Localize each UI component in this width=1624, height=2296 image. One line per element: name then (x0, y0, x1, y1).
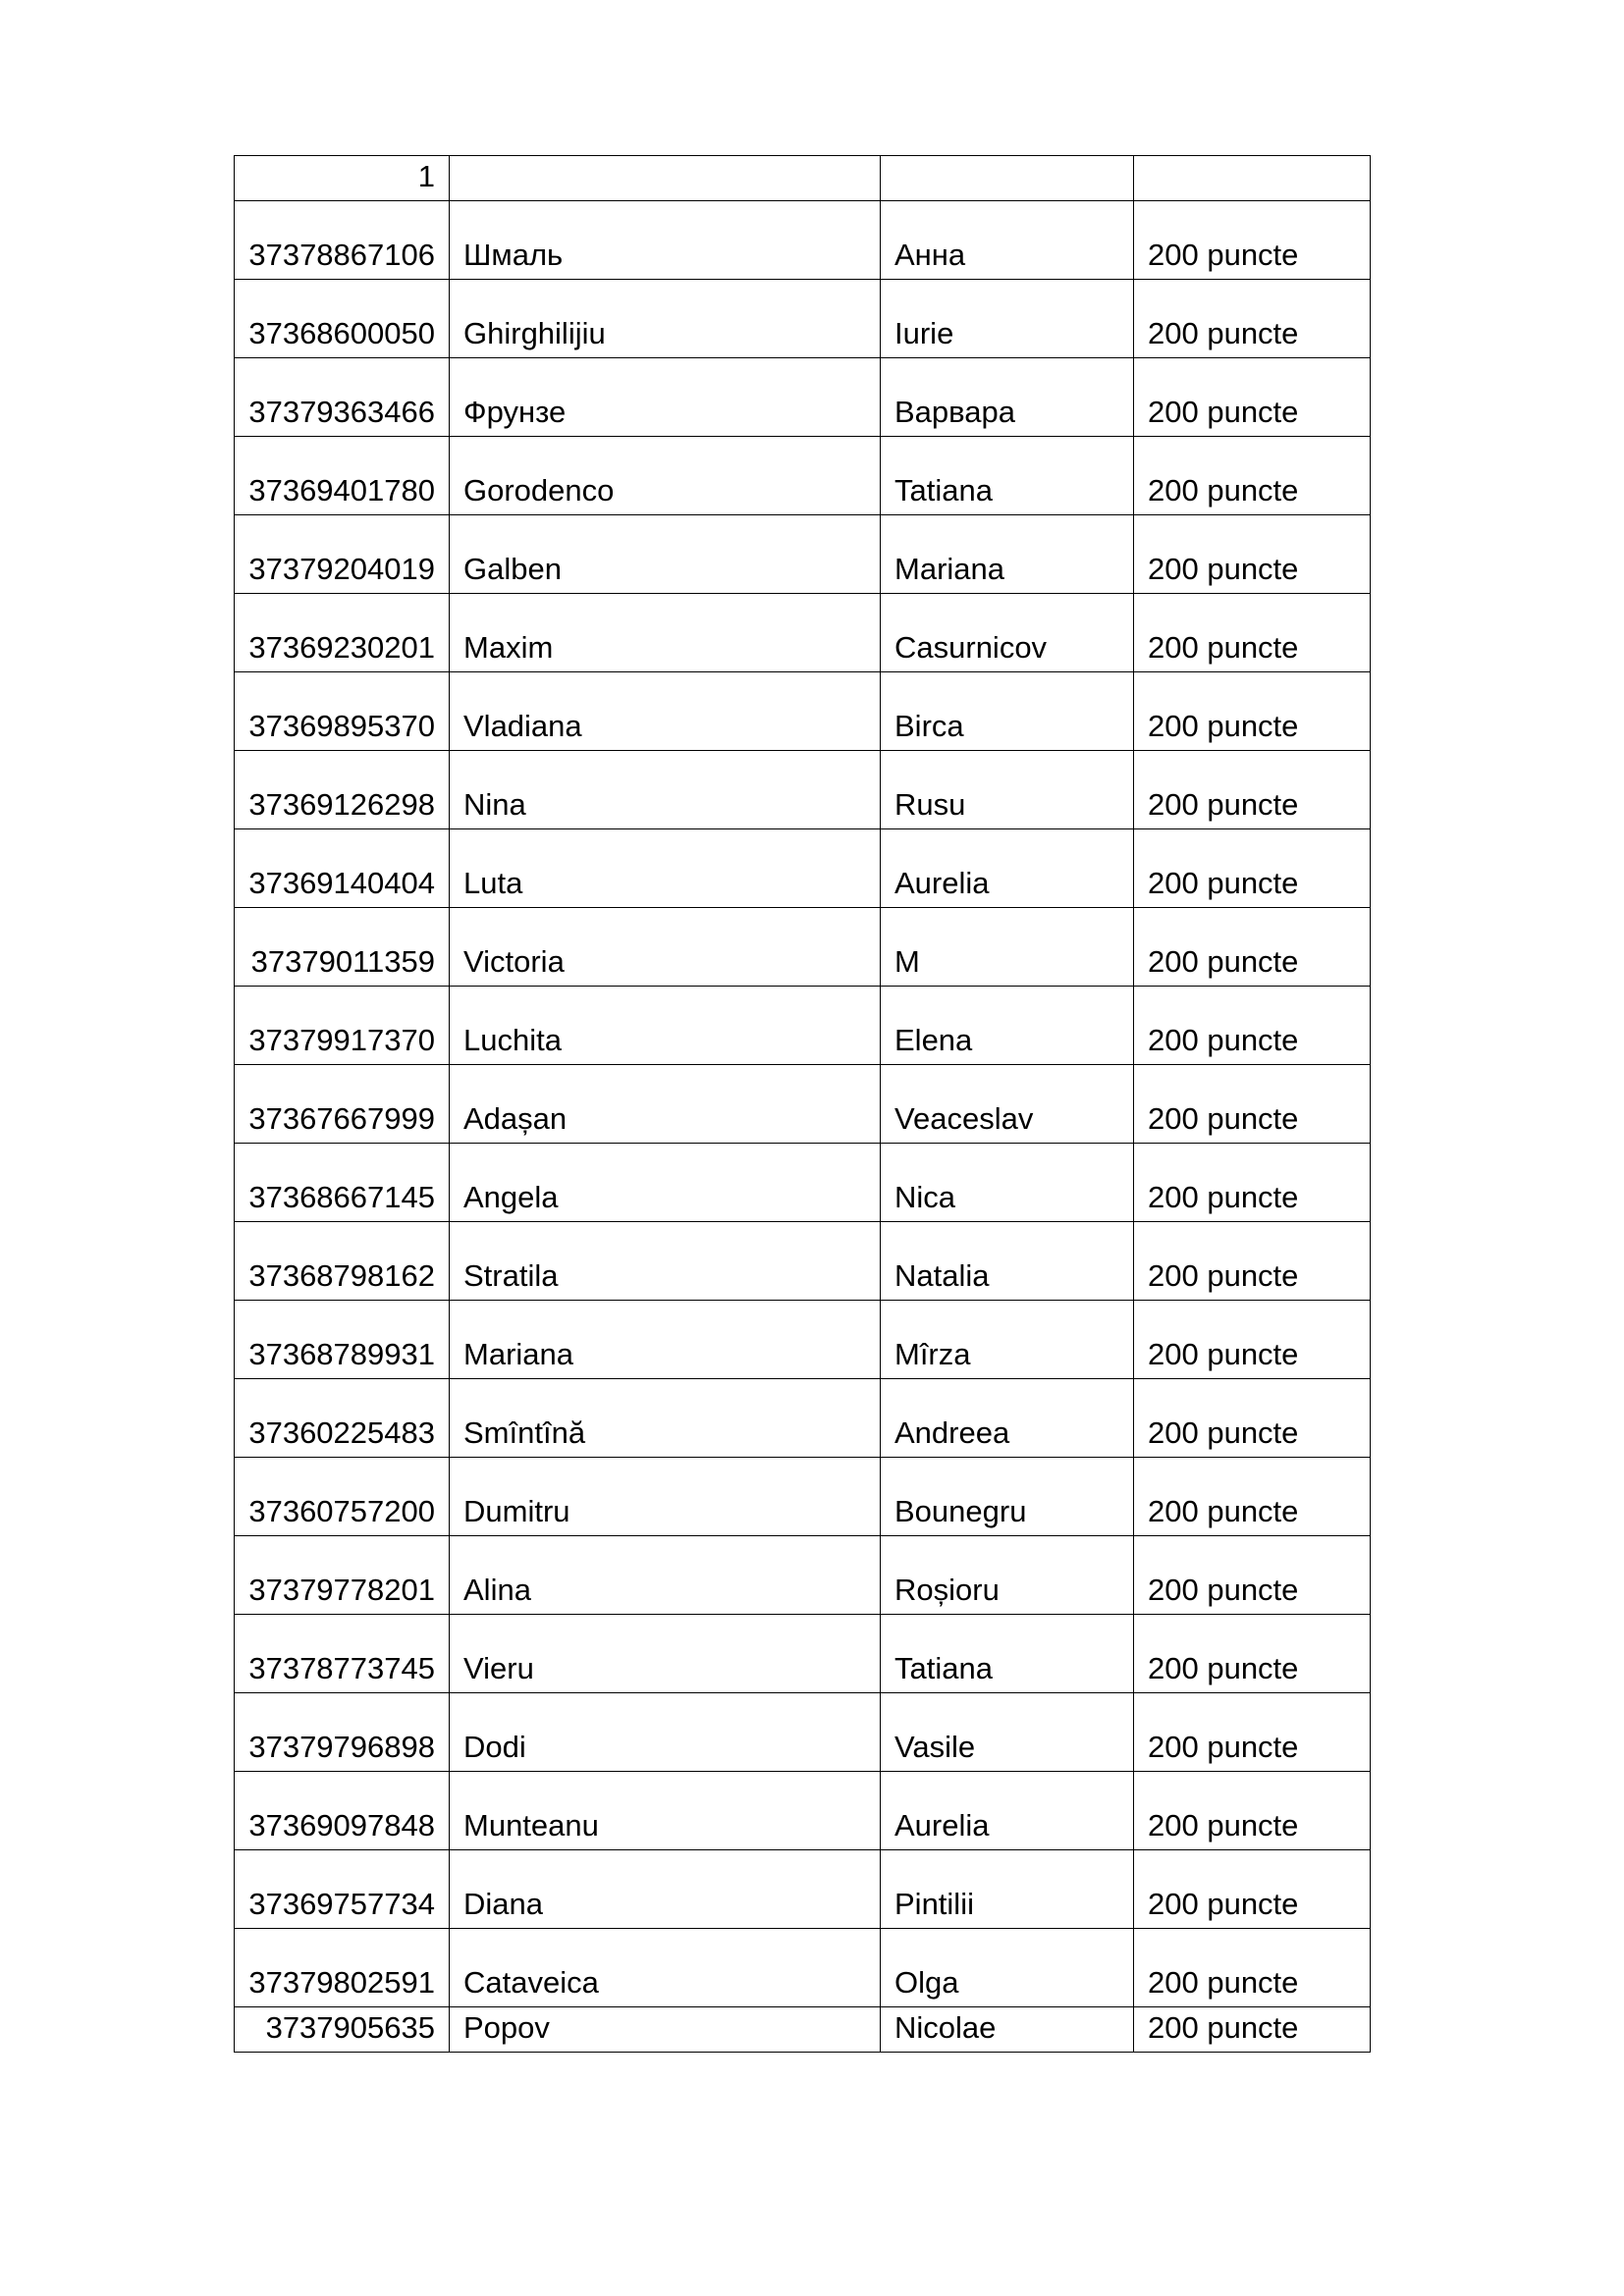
name-cell: Cataveica (450, 1929, 881, 2007)
phone-cell: 37369126298 (235, 751, 450, 829)
points-cell: 200 puncte (1134, 1850, 1371, 1929)
points-cell: 200 puncte (1134, 2007, 1371, 2053)
phone-cell: 37360757200 (235, 1458, 450, 1536)
surname-cell: Варвара (881, 358, 1134, 437)
surname-cell: Nicolae (881, 2007, 1134, 2053)
phone-cell: 37378867106 (235, 201, 450, 280)
points-cell: 200 puncte (1134, 672, 1371, 751)
table-row (235, 594, 1371, 672)
name-cell: Victoria (450, 908, 881, 987)
name-cell: Adașan (450, 1065, 881, 1144)
surname-cell: Birca (881, 672, 1134, 751)
points-cell: 200 puncte (1134, 1615, 1371, 1693)
table-row (235, 156, 1371, 201)
phone-cell: 3737905635 (235, 2007, 450, 2053)
surname-cell: Tatiana (881, 437, 1134, 515)
table-row (235, 908, 1371, 987)
points-cell: 200 puncte (1134, 594, 1371, 672)
phone-cell: 37379802591 (235, 1929, 450, 2007)
surname-cell: Анна (881, 201, 1134, 280)
participants-table (234, 155, 1371, 2053)
surname-cell: Roșioru (881, 1536, 1134, 1615)
name-cell: Dodi (450, 1693, 881, 1772)
name-cell: Mariana (450, 1301, 881, 1379)
points-cell: 200 puncte (1134, 1301, 1371, 1379)
points-cell: 200 puncte (1134, 358, 1371, 437)
surname-cell: M (881, 908, 1134, 987)
points-cell: 200 puncte (1134, 1144, 1371, 1222)
points-cell: 200 puncte (1134, 1065, 1371, 1144)
points-cell: 200 puncte (1134, 1693, 1371, 1772)
points-cell: 200 puncte (1134, 908, 1371, 987)
name-cell: Alina (450, 1536, 881, 1615)
table-row (235, 201, 1371, 280)
phone-cell: 37369140404 (235, 829, 450, 908)
name-cell: Diana (450, 1850, 881, 1929)
points-cell: 200 puncte (1134, 1929, 1371, 2007)
points-cell: 200 puncte (1134, 751, 1371, 829)
surname-cell: Aurelia (881, 829, 1134, 908)
table-row (235, 358, 1371, 437)
table-row (235, 1693, 1371, 1772)
phone-cell: 37379011359 (235, 908, 450, 987)
surname-cell: Rusu (881, 751, 1134, 829)
phone-cell: 37369230201 (235, 594, 450, 672)
table-row (235, 829, 1371, 908)
name-cell: Шмаль (450, 201, 881, 280)
surname-cell: Natalia (881, 1222, 1134, 1301)
phone-cell: 37368600050 (235, 280, 450, 358)
phone-cell: 37369097848 (235, 1772, 450, 1850)
table-row (235, 1065, 1371, 1144)
table-row (235, 1536, 1371, 1615)
table-row (235, 1929, 1371, 2007)
name-cell: Munteanu (450, 1772, 881, 1850)
points-cell: 200 puncte (1134, 1536, 1371, 1615)
name-cell: Angela (450, 1144, 881, 1222)
surname-cell: Casurnicov (881, 594, 1134, 672)
name-cell: Maxim (450, 594, 881, 672)
table-row (235, 1772, 1371, 1850)
phone-cell: 37368667145 (235, 1144, 450, 1222)
surname-cell: Mariana (881, 515, 1134, 594)
name-cell: Dumitru (450, 1458, 881, 1536)
points-cell: 200 puncte (1134, 1222, 1371, 1301)
table-row (235, 751, 1371, 829)
table-row (235, 987, 1371, 1065)
name-cell: Smîntînă (450, 1379, 881, 1458)
surname-cell: Vasile (881, 1693, 1134, 1772)
phone-cell: 37379778201 (235, 1536, 450, 1615)
points-cell: 200 puncte (1134, 201, 1371, 280)
points-cell: 200 puncte (1134, 515, 1371, 594)
table-body (235, 156, 1371, 2053)
points-cell: 200 puncte (1134, 1379, 1371, 1458)
table-row (235, 1850, 1371, 1929)
table-row (235, 1301, 1371, 1379)
table-row (235, 2007, 1371, 2053)
phone-cell: 37360225483 (235, 1379, 450, 1458)
points-cell: 200 puncte (1134, 1772, 1371, 1850)
table-row (235, 1222, 1371, 1301)
name-cell: Vladiana (450, 672, 881, 751)
points-cell (1134, 156, 1371, 201)
surname-cell: Elena (881, 987, 1134, 1065)
table-row (235, 672, 1371, 751)
surname-cell: Tatiana (881, 1615, 1134, 1693)
table-row (235, 1615, 1371, 1693)
points-cell: 200 puncte (1134, 987, 1371, 1065)
phone-cell: 37368798162 (235, 1222, 450, 1301)
name-cell: Nina (450, 751, 881, 829)
table-row (235, 1379, 1371, 1458)
surname-cell: Aurelia (881, 1772, 1134, 1850)
phone-cell: 37378773745 (235, 1615, 450, 1693)
points-cell: 200 puncte (1134, 280, 1371, 358)
phone-cell: 37369895370 (235, 672, 450, 751)
surname-cell: Nica (881, 1144, 1134, 1222)
name-cell: Ghirghilijiu (450, 280, 881, 358)
table-row (235, 437, 1371, 515)
name-cell: Galben (450, 515, 881, 594)
points-cell: 200 puncte (1134, 1458, 1371, 1536)
surname-cell: Veaceslav (881, 1065, 1134, 1144)
surname-cell: Pintilii (881, 1850, 1134, 1929)
name-cell (450, 156, 881, 201)
table-row (235, 1144, 1371, 1222)
phone-cell: 1 (235, 156, 450, 201)
name-cell: Stratila (450, 1222, 881, 1301)
phone-cell: 37379917370 (235, 987, 450, 1065)
table-row (235, 1458, 1371, 1536)
points-cell: 200 puncte (1134, 829, 1371, 908)
table-row (235, 280, 1371, 358)
name-cell: Vieru (450, 1615, 881, 1693)
phone-cell: 37369757734 (235, 1850, 450, 1929)
phone-cell: 37379204019 (235, 515, 450, 594)
name-cell: Gorodenco (450, 437, 881, 515)
surname-cell: Bounegru (881, 1458, 1134, 1536)
phone-cell: 37368789931 (235, 1301, 450, 1379)
name-cell: Popov (450, 2007, 881, 2053)
name-cell: Luta (450, 829, 881, 908)
points-cell: 200 puncte (1134, 437, 1371, 515)
table-row (235, 515, 1371, 594)
surname-cell: Olga (881, 1929, 1134, 2007)
phone-cell: 37379796898 (235, 1693, 450, 1772)
surname-cell: Mîrza (881, 1301, 1134, 1379)
surname-cell: Iurie (881, 280, 1134, 358)
surname-cell: Andreea (881, 1379, 1134, 1458)
phone-cell: 37369401780 (235, 437, 450, 515)
name-cell: Фрунзе (450, 358, 881, 437)
name-cell: Luchita (450, 987, 881, 1065)
surname-cell (881, 156, 1134, 201)
phone-cell: 37379363466 (235, 358, 450, 437)
phone-cell: 37367667999 (235, 1065, 450, 1144)
